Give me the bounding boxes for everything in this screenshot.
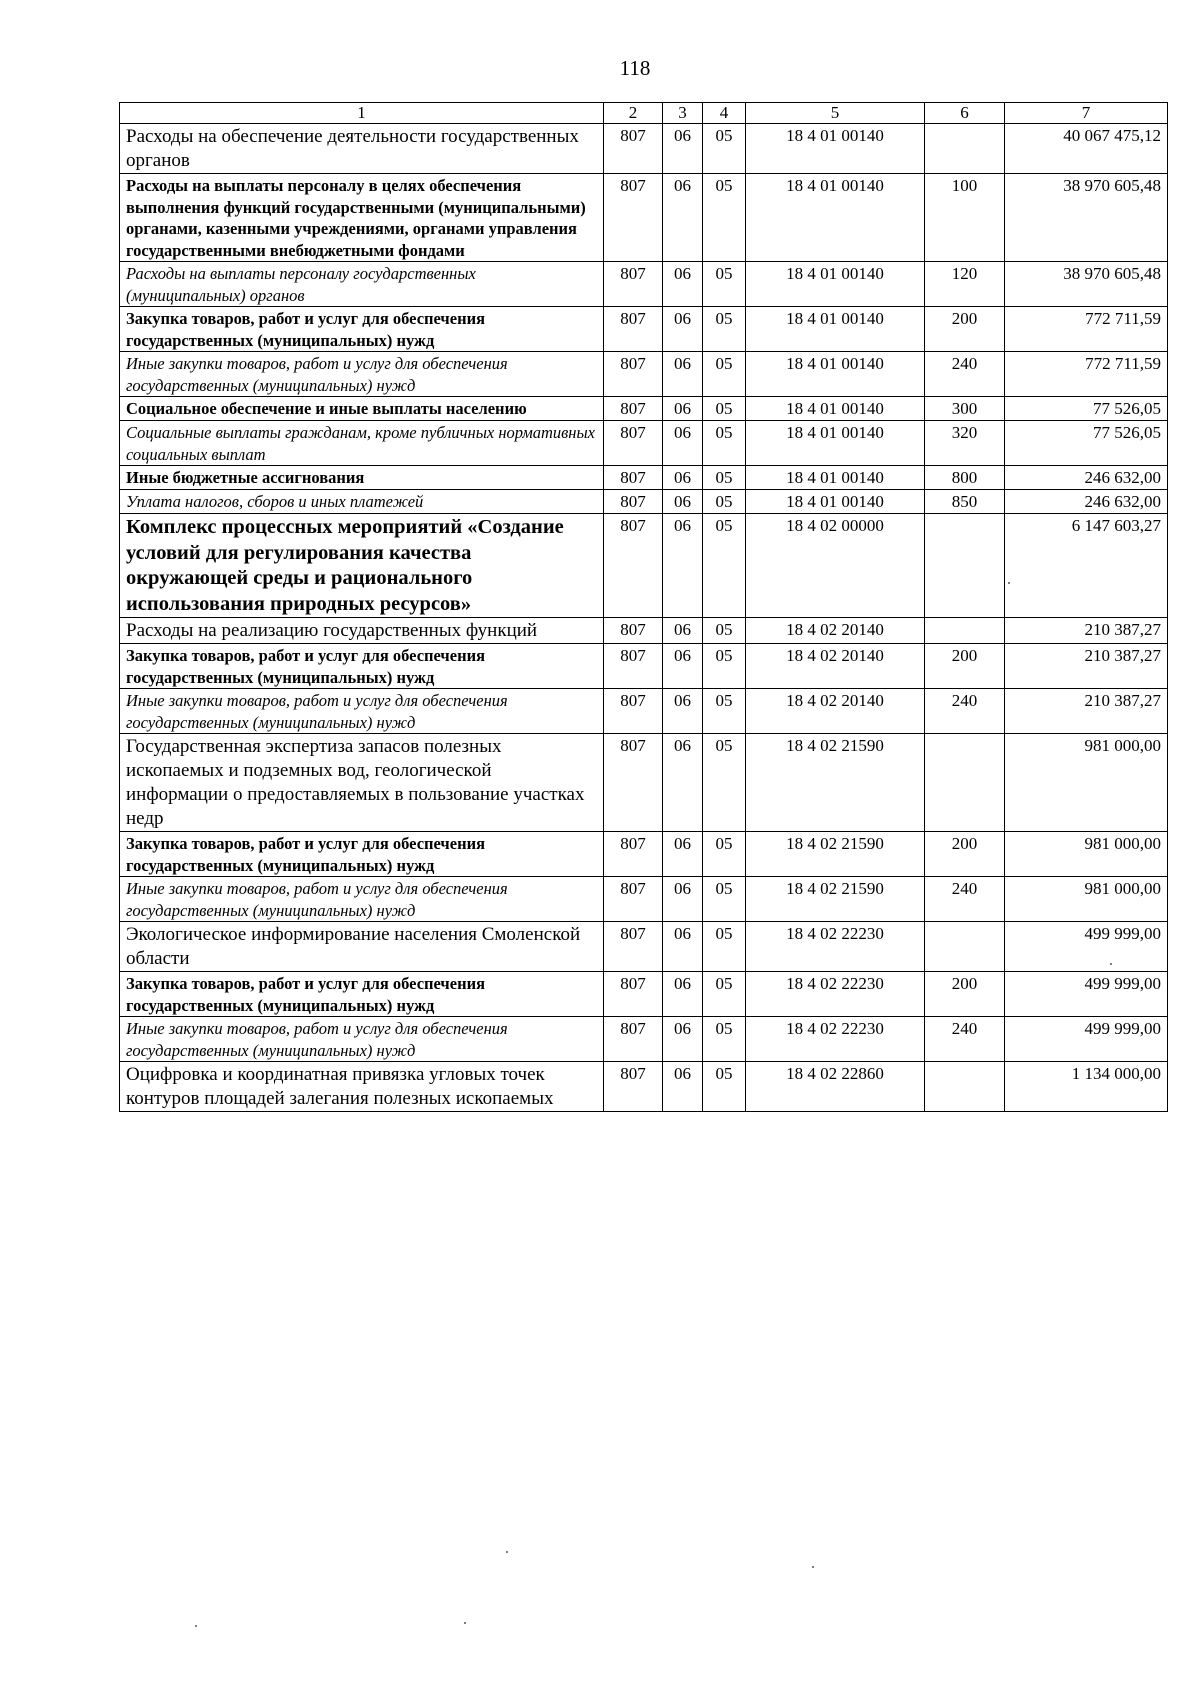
row-subsection-code: 05 <box>703 124 746 174</box>
row-amount: 1 134 000,00 <box>1005 1062 1168 1112</box>
page-number: 118 <box>619 56 651 80</box>
header-cell: 1 <box>120 103 604 124</box>
table-row <box>120 644 1168 689</box>
row-ved-code: 807 <box>604 922 663 972</box>
table-row <box>120 877 1168 922</box>
row-name: Закупка товаров, работ и услуг для обеспечения государственных (муниципальных) нужд <box>120 644 604 689</box>
header-cell: 2 <box>604 103 663 124</box>
table-row <box>120 421 1168 466</box>
scan-speck <box>195 1625 197 1627</box>
row-amount: 210 387,27 <box>1005 644 1168 689</box>
row-subsection-code: 05 <box>703 689 746 734</box>
row-subsection-code: 05 <box>703 352 746 397</box>
table-row <box>120 262 1168 307</box>
row-name: Расходы на реализацию государственных функций <box>120 618 604 644</box>
row-amount: 981 000,00 <box>1005 877 1168 922</box>
row-expense-type: 300 <box>925 397 1005 421</box>
row-section-code: 06 <box>663 1062 703 1112</box>
row-target-article: 18 4 02 20140 <box>746 644 925 689</box>
header-row <box>120 103 1168 124</box>
row-subsection-code: 05 <box>703 262 746 307</box>
row-ved-code: 807 <box>604 1062 663 1112</box>
row-target-article: 18 4 02 22230 <box>746 922 925 972</box>
row-target-article: 18 4 02 20140 <box>746 618 925 644</box>
row-expense-type: 850 <box>925 490 1005 514</box>
table-row <box>120 466 1168 490</box>
scan-speck <box>812 1566 814 1568</box>
row-subsection-code: 05 <box>703 174 746 262</box>
table-row <box>120 689 1168 734</box>
row-ved-code: 807 <box>604 832 663 877</box>
table-row <box>120 832 1168 877</box>
row-target-article: 18 4 02 22230 <box>746 972 925 1017</box>
row-ved-code: 807 <box>604 689 663 734</box>
table-row <box>120 174 1168 262</box>
row-amount: 772 711,59 <box>1005 352 1168 397</box>
row-amount: 38 970 605,48 <box>1005 174 1168 262</box>
row-target-article: 18 4 01 00140 <box>746 466 925 490</box>
row-ved-code: 807 <box>604 490 663 514</box>
row-subsection-code: 05 <box>703 922 746 972</box>
row-expense-type <box>925 922 1005 972</box>
row-name: Уплата налогов, сборов и иных платежей <box>120 490 604 514</box>
row-amount: 210 387,27 <box>1005 618 1168 644</box>
row-name: Иные бюджетные ассигнования <box>120 466 604 490</box>
row-expense-type <box>925 124 1005 174</box>
row-section-code: 06 <box>663 689 703 734</box>
row-subsection-code: 05 <box>703 421 746 466</box>
row-section-code: 06 <box>663 922 703 972</box>
row-ved-code: 807 <box>604 352 663 397</box>
row-name: Иные закупки товаров, работ и услуг для обеспечения государственных (муниципальных) нужд <box>120 877 604 922</box>
row-expense-type <box>925 734 1005 832</box>
scan-speck <box>506 1551 508 1553</box>
row-subsection-code: 05 <box>703 490 746 514</box>
table-row <box>120 922 1168 972</box>
row-ved-code: 807 <box>604 877 663 922</box>
row-subsection-code: 05 <box>703 514 746 618</box>
row-section-code: 06 <box>663 644 703 689</box>
row-expense-type: 240 <box>925 352 1005 397</box>
row-subsection-code: 05 <box>703 644 746 689</box>
table-row <box>120 124 1168 174</box>
row-amount: 499 999,00 <box>1005 972 1168 1017</box>
scan-speck <box>464 1622 466 1624</box>
row-ved-code: 807 <box>604 174 663 262</box>
row-subsection-code: 05 <box>703 1017 746 1062</box>
row-expense-type <box>925 1062 1005 1112</box>
row-target-article: 18 4 01 00140 <box>746 174 925 262</box>
row-section-code: 06 <box>663 262 703 307</box>
row-section-code: 06 <box>663 466 703 490</box>
header-cell: 4 <box>703 103 746 124</box>
row-ved-code: 807 <box>604 397 663 421</box>
row-name: Иные закупки товаров, работ и услуг для обеспечения государственных (муниципальных) нужд <box>120 689 604 734</box>
row-target-article: 18 4 02 22860 <box>746 1062 925 1112</box>
row-ved-code: 807 <box>604 644 663 689</box>
row-ved-code: 807 <box>604 262 663 307</box>
table-row <box>120 734 1168 832</box>
row-ved-code: 807 <box>604 466 663 490</box>
row-section-code: 06 <box>663 972 703 1017</box>
row-target-article: 18 4 02 20140 <box>746 689 925 734</box>
row-target-article: 18 4 02 22230 <box>746 1017 925 1062</box>
row-ved-code: 807 <box>604 307 663 352</box>
header-cell: 5 <box>746 103 925 124</box>
row-target-article: 18 4 02 21590 <box>746 734 925 832</box>
row-expense-type: 200 <box>925 972 1005 1017</box>
row-subsection-code: 05 <box>703 1062 746 1112</box>
table-row <box>120 1062 1168 1112</box>
row-expense-type: 320 <box>925 421 1005 466</box>
row-section-code: 06 <box>663 832 703 877</box>
row-section-code: 06 <box>663 397 703 421</box>
row-name: Расходы на выплаты персоналу в целях обеспечения выполнения функций государственными (муниципальными) органами, казенными учреждениями, органами управления государственными внебюджетными фондами <box>120 174 604 262</box>
row-target-article: 18 4 01 00140 <box>746 124 925 174</box>
row-name: Государственная экспертиза запасов полезных ископаемых и подземных вод, геологической информации о предоставляемых в пользование участках недр <box>120 734 604 832</box>
row-name: Расходы на обеспечение деятельности государственных органов <box>120 124 604 174</box>
row-subsection-code: 05 <box>703 972 746 1017</box>
row-subsection-code: 05 <box>703 877 746 922</box>
row-expense-type <box>925 514 1005 618</box>
row-target-article: 18 4 01 00140 <box>746 490 925 514</box>
table-row <box>120 352 1168 397</box>
row-target-article: 18 4 02 21590 <box>746 832 925 877</box>
row-name: Иные закупки товаров, работ и услуг для обеспечения государственных (муниципальных) нужд <box>120 1017 604 1062</box>
row-ved-code: 807 <box>604 124 663 174</box>
row-expense-type: 120 <box>925 262 1005 307</box>
row-ved-code: 807 <box>604 618 663 644</box>
scan-speck <box>1008 582 1010 584</box>
table-row <box>120 972 1168 1017</box>
header-cell: 6 <box>925 103 1005 124</box>
row-name: Иные закупки товаров, работ и услуг для обеспечения государственных (муниципальных) нужд <box>120 352 604 397</box>
row-name: Комплекс процессных мероприятий «Создание условий для регулирования качества окружающей среды и рационального использования природных ресурсов» <box>120 514 604 618</box>
row-expense-type <box>925 618 1005 644</box>
row-target-article: 18 4 01 00140 <box>746 307 925 352</box>
row-target-article: 18 4 02 00000 <box>746 514 925 618</box>
row-expense-type: 240 <box>925 689 1005 734</box>
table-row <box>120 307 1168 352</box>
row-ved-code: 807 <box>604 972 663 1017</box>
row-amount: 499 999,00 <box>1005 1017 1168 1062</box>
row-target-article: 18 4 01 00140 <box>746 397 925 421</box>
row-amount: 77 526,05 <box>1005 397 1168 421</box>
table-row <box>120 1017 1168 1062</box>
row-section-code: 06 <box>663 174 703 262</box>
row-ved-code: 807 <box>604 734 663 832</box>
row-ved-code: 807 <box>604 1017 663 1062</box>
header-cell: 3 <box>663 103 703 124</box>
row-name: Оцифровка и координатная привязка угловых точек контуров площадей залегания полезных ископаемых <box>120 1062 604 1112</box>
row-name: Экологическое информирование населения Смоленской области <box>120 922 604 972</box>
row-expense-type: 240 <box>925 1017 1005 1062</box>
row-name: Закупка товаров, работ и услуг для обеспечения государственных (муниципальных) нужд <box>120 972 604 1017</box>
row-section-code: 06 <box>663 877 703 922</box>
row-section-code: 06 <box>663 618 703 644</box>
row-ved-code: 807 <box>604 421 663 466</box>
row-ved-code: 807 <box>604 514 663 618</box>
table-row <box>120 618 1168 644</box>
row-expense-type: 240 <box>925 877 1005 922</box>
row-section-code: 06 <box>663 307 703 352</box>
scan-speck <box>1110 963 1112 965</box>
row-amount: 981 000,00 <box>1005 832 1168 877</box>
row-section-code: 06 <box>663 124 703 174</box>
row-amount: 772 711,59 <box>1005 307 1168 352</box>
row-subsection-code: 05 <box>703 466 746 490</box>
row-section-code: 06 <box>663 1017 703 1062</box>
row-target-article: 18 4 01 00140 <box>746 262 925 307</box>
row-amount: 38 970 605,48 <box>1005 262 1168 307</box>
row-amount: 246 632,00 <box>1005 466 1168 490</box>
row-amount: 40 067 475,12 <box>1005 124 1168 174</box>
row-target-article: 18 4 02 21590 <box>746 877 925 922</box>
row-expense-type: 200 <box>925 644 1005 689</box>
table-row <box>120 397 1168 421</box>
budget-table <box>119 102 1168 1112</box>
row-name: Закупка товаров, работ и услуг для обеспечения государственных (муниципальных) нужд <box>120 832 604 877</box>
table-row <box>120 514 1168 618</box>
row-section-code: 06 <box>663 352 703 397</box>
row-expense-type: 100 <box>925 174 1005 262</box>
row-amount: 981 000,00 <box>1005 734 1168 832</box>
row-expense-type: 200 <box>925 307 1005 352</box>
row-subsection-code: 05 <box>703 832 746 877</box>
row-name: Социальные выплаты гражданам, кроме публичных нормативных социальных выплат <box>120 421 604 466</box>
row-section-code: 06 <box>663 734 703 832</box>
row-name: Социальное обеспечение и иные выплаты населению <box>120 397 604 421</box>
row-amount: 77 526,05 <box>1005 421 1168 466</box>
row-expense-type: 800 <box>925 466 1005 490</box>
table-row <box>120 490 1168 514</box>
row-amount: 210 387,27 <box>1005 689 1168 734</box>
row-name: Закупка товаров, работ и услуг для обеспечения государственных (муниципальных) нужд <box>120 307 604 352</box>
row-subsection-code: 05 <box>703 734 746 832</box>
row-name: Расходы на выплаты персоналу государственных (муниципальных) органов <box>120 262 604 307</box>
row-expense-type: 200 <box>925 832 1005 877</box>
row-section-code: 06 <box>663 421 703 466</box>
row-target-article: 18 4 01 00140 <box>746 421 925 466</box>
row-target-article: 18 4 01 00140 <box>746 352 925 397</box>
row-section-code: 06 <box>663 490 703 514</box>
row-section-code: 06 <box>663 514 703 618</box>
row-subsection-code: 05 <box>703 397 746 421</box>
row-subsection-code: 05 <box>703 618 746 644</box>
row-amount: 499 999,00 <box>1005 922 1168 972</box>
row-amount: 246 632,00 <box>1005 490 1168 514</box>
row-subsection-code: 05 <box>703 307 746 352</box>
row-amount: 6 147 603,27 <box>1005 514 1168 618</box>
header-cell: 7 <box>1005 103 1168 124</box>
